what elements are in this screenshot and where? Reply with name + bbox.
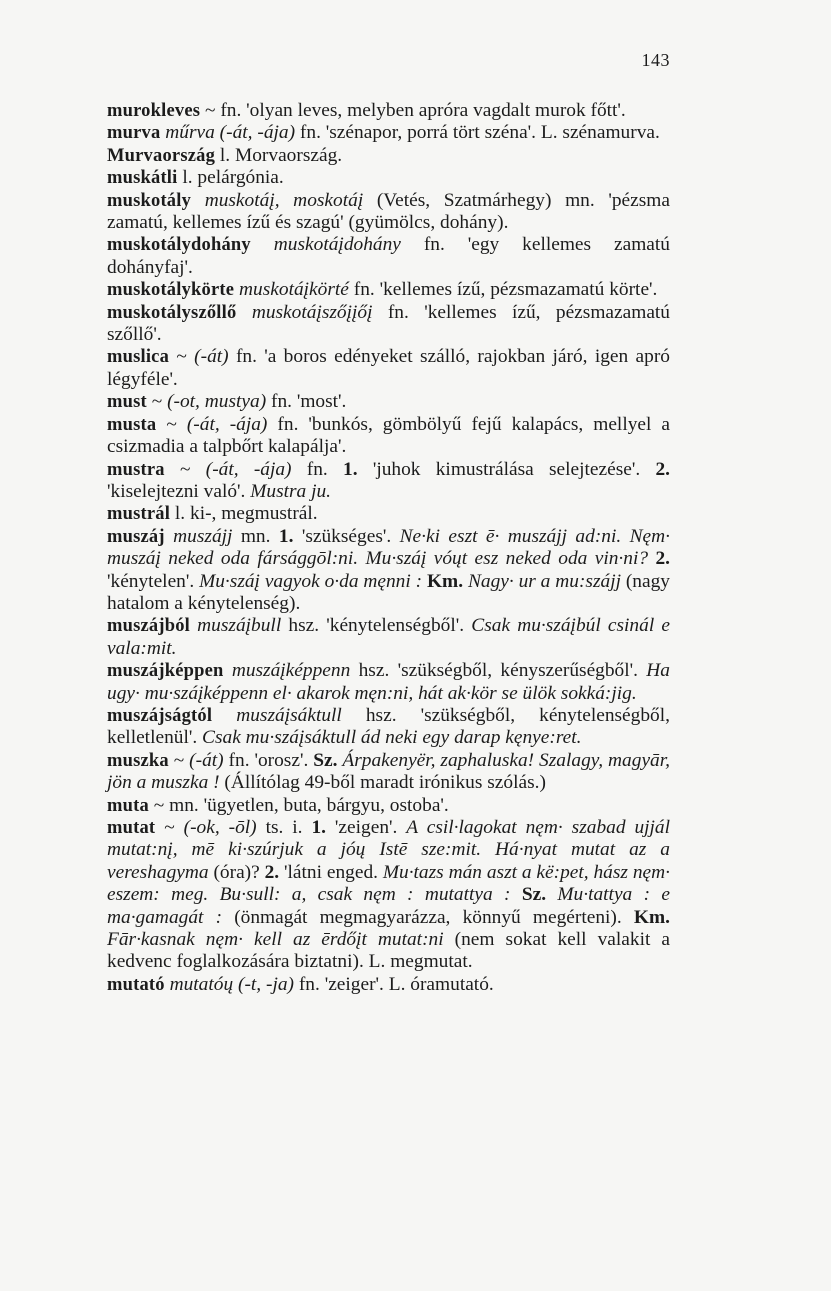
page-number: 143	[641, 50, 670, 70]
entry-headword: murva	[107, 123, 161, 144]
entry-italic-form: Árpakenyër, zaphaluska! Szalagy, magyār, jön a muszka !	[107, 749, 670, 794]
entry-text: 'kénytelen'.	[107, 570, 200, 592]
entry-headword: murokleves	[107, 101, 201, 121]
entry-italic-form: muszáįsáktull	[236, 704, 342, 726]
entry-text: 'látni enged.	[279, 861, 383, 883]
entry-headword: musta	[107, 414, 157, 435]
entry-text	[251, 234, 274, 255]
entry-text	[165, 526, 173, 547]
dictionary-entry	[107, 145, 670, 167]
entry-label: 1.	[343, 458, 358, 480]
entry-headword: mustra	[107, 459, 165, 480]
entry-headword: mustrál	[107, 504, 171, 525]
entry-text: ~	[156, 413, 187, 435]
entry-italic-form: Mu·tattya : e ma·gamagát :	[107, 884, 670, 928]
entry-italic-form: Csak mu·száįbúl csinál e vala:mit.	[107, 615, 670, 659]
dictionary-entry	[107, 414, 670, 459]
entry-italic-form: (-át, -ája)	[186, 413, 268, 435]
entry-label: 1.	[278, 525, 294, 547]
entry-text: (nagy hatalom a kénytelenség).	[107, 570, 670, 614]
entry-text: (óra)?	[208, 861, 265, 883]
entry-label: 2.	[264, 861, 280, 883]
entry-text	[224, 660, 232, 681]
entry-text: fn. 'most'.	[266, 391, 347, 413]
entry-label: Sz.	[313, 749, 338, 771]
entry-italic-form: muszájj	[173, 525, 233, 547]
entry-headword: muskotály	[107, 190, 192, 211]
entry-text: fn. 'kellemes ízű, pézsmazamatú körte'.	[348, 279, 658, 301]
entry-italic-form: Mu·száį vagyok o·da męnni :	[199, 570, 423, 592]
entry-headword: muskotályszőllő	[107, 302, 237, 323]
entry-text: ~	[155, 817, 184, 838]
dictionary-entry	[107, 346, 670, 391]
entry-label: Sz.	[521, 884, 547, 906]
entry-label: 1.	[311, 817, 326, 838]
entry-italic-form: Csak mu·száįsáktull ád neki egy darap kęnye:ret.	[202, 727, 582, 749]
entry-text: l. Morvaország.	[215, 144, 343, 166]
dictionary-entry	[107, 167, 670, 189]
entry-italic-form: A csil·lagokat nęm· szabad ujjál mutat:nį, mē ki·szúrjuk a jóų Istē sze:mit. Há·nyat mutat az a vereshagyma	[107, 817, 671, 883]
entry-text: (nem sokat kell valakit a kedvenc foglalkozására biztatni). L. megmutat.	[107, 929, 670, 973]
entry-italic-form: (-át, -ája)	[205, 458, 292, 480]
entry-text	[546, 884, 557, 905]
entry-text: 'kiselejtezni való'.	[107, 480, 251, 502]
entry-italic-form: Ne·ki eszt ē· muszájj ad:ni. Nęm· muszáį neked oda fársággōl:ni. Mu·száį vóųt esz neked oda vin·ni?	[107, 525, 671, 570]
entry-italic-form: muskotáį, moskotáį	[204, 189, 364, 211]
entry-text: fn. 'kellemes ízű, pézsmazamatú szőllő'.	[107, 301, 671, 346]
dictionary-entry	[107, 190, 670, 235]
dictionary-entry	[107, 279, 670, 301]
entry-text: l. ki-, megmustrál.	[170, 503, 318, 525]
entry-headword: muskotálykörte	[107, 280, 235, 301]
dictionary-entry	[107, 660, 670, 705]
entry-text: 'juhok kimustrálása selejtezése'.	[357, 458, 656, 480]
entry-text: mn.	[232, 525, 279, 547]
entry-italic-form: Mu·tazs mán aszt a kë:pet, hász nęm· eszem: meg. Bu·sull: a, csak nęm : mutattya :	[107, 861, 670, 906]
entry-text: fn. 'orosz'.	[223, 749, 314, 771]
entry-headword: muskátli	[107, 168, 178, 189]
entry-headword: muslica	[107, 347, 170, 368]
entry-text: 'szükséges'.	[293, 525, 400, 547]
entry-italic-form: Nagy· ur a mu:szájj	[467, 570, 621, 592]
entry-italic-form: (-ok, -ōl)	[183, 817, 257, 838]
entry-text: fn.	[291, 458, 344, 480]
entry-text: fn. 'bunkós, gömbölyű fejű kalapács, mellyel a csizmadia a talpbőrt kalapálja'.	[107, 413, 671, 458]
entry-text: ~ fn. 'olyan leves, melyben apróra vagdalt murok főtt'.	[200, 100, 626, 121]
entry-label: 2.	[655, 458, 671, 480]
dictionary-entry	[107, 705, 670, 750]
dictionary-entry	[107, 391, 670, 413]
entry-text: ts. i.	[256, 817, 312, 838]
dictionary-entry	[107, 100, 670, 122]
entry-italic-form: muszáįbull	[197, 615, 282, 637]
entry-text: ~	[168, 749, 190, 771]
entry-headword: muskotálydohány	[107, 235, 251, 256]
entry-italic-form: muskotáįkörté	[239, 279, 349, 301]
dictionary-entry	[107, 974, 670, 996]
entry-text: l. pelárgónia.	[177, 167, 284, 189]
entry-headword: muszájképpen	[107, 661, 224, 682]
entry-headword: muta	[107, 795, 149, 816]
entry-text: hsz. 'szükségből, kénytelenségből, kelletlenül'.	[107, 704, 670, 749]
dictionary-entry	[107, 817, 670, 974]
entry-headword: mutató	[107, 974, 165, 995]
entry-headword: mutat	[107, 818, 156, 838]
entry-text	[191, 190, 205, 211]
entry-text: fn. 'zeiger'. L. óramutató.	[294, 973, 494, 995]
entry-italic-form: muskotáįdohány	[273, 234, 401, 256]
entry-text: ~	[164, 458, 206, 480]
entry-text: (Állítólag 49-ből maradt irónikus szólás.)	[219, 772, 546, 794]
entry-headword: must	[107, 392, 147, 413]
entry-italic-form: (-át)	[189, 749, 224, 771]
entry-italic-form: mutatóų (-t, -ja)	[169, 973, 294, 995]
dictionary-column	[107, 100, 670, 996]
entry-headword: muszka	[107, 750, 169, 771]
entry-text	[236, 302, 251, 323]
entry-italic-form: (-ot, mustya)	[167, 391, 267, 413]
entry-text: hsz. 'kénytelenségből'.	[281, 615, 472, 637]
entry-italic-form: műrva (-át, -ája)	[165, 122, 296, 144]
dictionary-entry	[107, 795, 670, 817]
dictionary-entry	[107, 615, 670, 660]
entry-headword: Murvaország	[107, 145, 216, 166]
entry-label: Km.	[633, 906, 670, 928]
entry-text	[212, 705, 236, 726]
entry-text: fn. 'egy kellemes zamatú dohányfaj'.	[107, 234, 670, 278]
entry-text: ~	[146, 391, 168, 413]
entry-label: 2.	[655, 548, 670, 570]
dictionary-entry	[107, 122, 670, 144]
dictionary-entry	[107, 503, 670, 525]
entry-text: ~ mn. 'ügyetlen, buta, bárgyu, ostoba'.	[148, 794, 449, 816]
entry-headword: muszájból	[107, 616, 190, 637]
entry-text: fn. 'a boros edényeket szálló, rajokban járó, igen apró légyféle'.	[107, 346, 670, 390]
dictionary-entry	[107, 459, 670, 504]
entry-headword: muszájságtól	[107, 705, 213, 726]
entry-text: 'zeigen'.	[326, 817, 407, 838]
entry-italic-form: (-át)	[194, 346, 229, 368]
entry-text: hsz. 'szükségből, kényszerűségből'.	[350, 660, 647, 682]
dictionary-entry	[107, 234, 670, 279]
dictionary-entry	[107, 750, 670, 795]
entry-text: (önmagát megmagyarázza, könnyű megérteni).	[222, 906, 634, 928]
entry-italic-form: muskotáįszőįįőį	[251, 301, 373, 323]
entry-text: fn. 'szénapor, porrá tört széna'. L. szénamurva.	[295, 122, 660, 144]
entry-label: Km.	[426, 570, 464, 592]
dictionary-entry	[107, 302, 670, 347]
dictionary-entry	[107, 526, 670, 616]
entry-italic-form: Ha ugy· mu·száįképpenn el· akarok męn:ni, hát ak·kör se ülök sokká:jig.	[107, 660, 670, 704]
entry-headword: muszáj	[107, 526, 165, 547]
entry-text: ~	[169, 346, 195, 368]
entry-italic-form: Fār·kasnak nęm· kell az ērdőįt mutat:ni	[107, 929, 444, 951]
entry-italic-form: Mustra ju.	[250, 480, 332, 502]
entry-italic-form: muszáįképpenn	[231, 660, 351, 682]
entry-text: (Vetés, Szatmárhegy) mn. 'pézsma zamatú, kellemes ízű és szagú' (gyümölcs, dohány).	[107, 189, 670, 234]
entry-text	[510, 884, 521, 905]
